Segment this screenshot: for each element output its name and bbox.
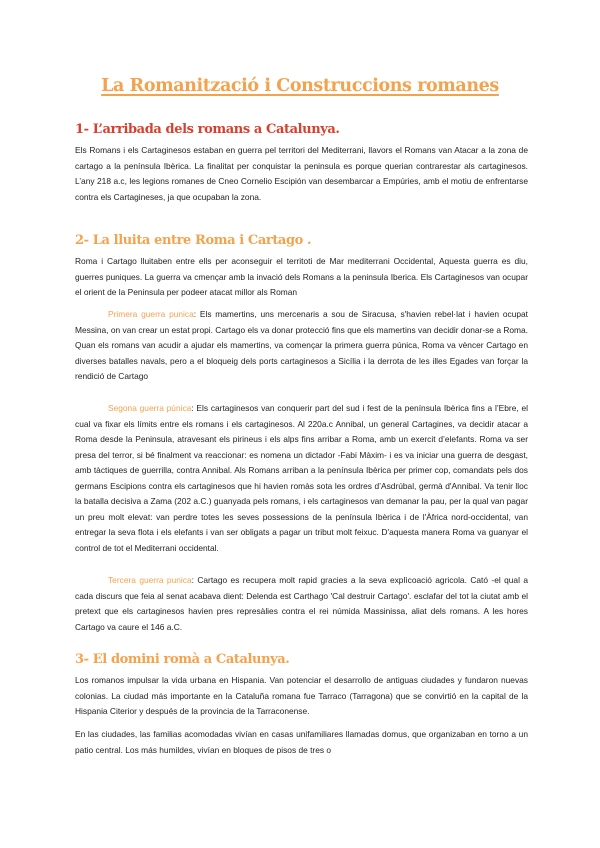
document-title: La Romanització i Construccions romanes (101, 76, 499, 96)
first-punic-war-text: : Els mamertins, uns mercenaris a sou de Siracusa, s'havien rebel·lat i havien ocupat Messina, on van crear un estat propi. Cartago els va donar protecció fins que els mamertins van decidir donar-se a Roma. Quan els romans van acudir a ajudar els mamertins, va començar la primera guerra púnica, Roma va vèncer Cartago en diverses batalles navals, pero a el bloqueig dels ports cartaginesos a Sicília i la derrota de les illes Egades van forçar la rendició de Cartago (75, 309, 528, 381)
third-punic-war-text: : Cartago es recupera molt rapid gracies a la seva explìcoació agricola. Cató -el qual a cada discurs que feia al senat acabava dient: Delenda est Carthago 'Cal destruir Cartago'. esclafar del tot la ciutat amb el pretext que els cartaginesos havien pres represàlies contra el rei númida Massinissa, aliat dels romans. A les hores Cartago va caure el 146 a.C. (75, 575, 529, 632)
section-3-heading: 3- El domini romà a Catalunya. (75, 652, 290, 667)
second-punic-war-text: : Els cartaginesos van conquerir part del sud i fest de la península Ibèrica fins a l’Ebre, el cual va fixar els límits entre els romans i els cartaginesos. Al 220a.c Annibal, un general Cartagines, va decidir atacar a Roma desde la Peninsula, atravesant els pirineus i els alps fins arribar a Roma, amb un exercit d’elefants. Roma va ser presa del terror, si bé finalment va reaccionar: es nomena un dictador -Fabi Màxim- i es va iniciar una guerra de desgast, amb tàctiques de guerrilla, contra Annibal. Als Romans arriban a la península Ibèrica per primer cop, comandats pels dos germans Escipions contra els cartaginesos que hi havien romàs sota les ordres d’Asdrúbal, germà d'Annibal. Va tenir lloc la batalla decisiva a Zama (202 a.C.) guanyada pels romans, i els cartaginesos van demanar la pau, per la qual van pagar un preu molt elevat: van perdre totes les seves possessions de la península Ibèrica i de l'Àfrica nord-occidental, van entregar la seva flota i els elefants i van ser obligats a pagar un tribut molt feixuc. D'aquesta manera Roma va guanyar el control de tot el Mediterrani occidental. (75, 403, 528, 553)
second-punic-war-label: Segona guerra púnica (108, 403, 192, 413)
section-2-intro-paragraph: Roma i Cartago lluitaben entre ells per aconseguir el territoti de Mar mediterrani Occidental, Aquesta guerra es diu, guerres puniques. La guerra va cmençar amb la invació dels Romans a la peninsula Iberica. Els Cartaginesos van ocupar el orient de la Peninsula per podeer atacat millor als Roman (75, 256, 528, 297)
first-punic-war-paragraph (75, 307, 528, 385)
third-punic-war-label: Tercera guerra punica (108, 575, 192, 585)
section-3-paragraph-2: En las ciudades, las familias acomodadas vivían en casas unifamiliares llamadas domus, que organizaban en torno a un patio central. Los más humildes, vivían en bloques de pisos de tres o (75, 729, 528, 755)
second-punic-war-paragraph (75, 401, 528, 556)
first-punic-war-label: Primera guerra punica (108, 309, 194, 319)
section-1-heading: 1- L’arribada dels romans a Catalunya. (75, 122, 340, 137)
section-3-paragraph-1: Los romanos impulsar la vida urbana en Hispania. Van potenciar el desarrollo de antiguas ciudades y fundaron nuevas colonias. La ciudad más importante en la Cataluña romana fue Tarraco (Tarragona) que se convirtió en la capital de la Hispania Citerior y después de la provincia de la Tarraconense. (75, 675, 528, 716)
section-2-heading: 2- La lluita entre Roma i Cartago . (75, 233, 312, 248)
section-1-paragraph: Els Romans i els Cartaginesos estaban en guerra pel territori del Mediterrani, llavors el Romans van Atacar a la zona de cartago a la península Ibèrica. La finalitat per conquistar la peninsula es porque querian contrarestar als cartaginesos. L’any 218 a.c, les legions romanes de Cneo Cornelio Escipión van desembarcar a Empúries, amb el motiu de enfrentarse contra els Cartagineses, ja que ocupaban la zona. (75, 145, 528, 202)
third-punic-war-paragraph (75, 573, 528, 635)
